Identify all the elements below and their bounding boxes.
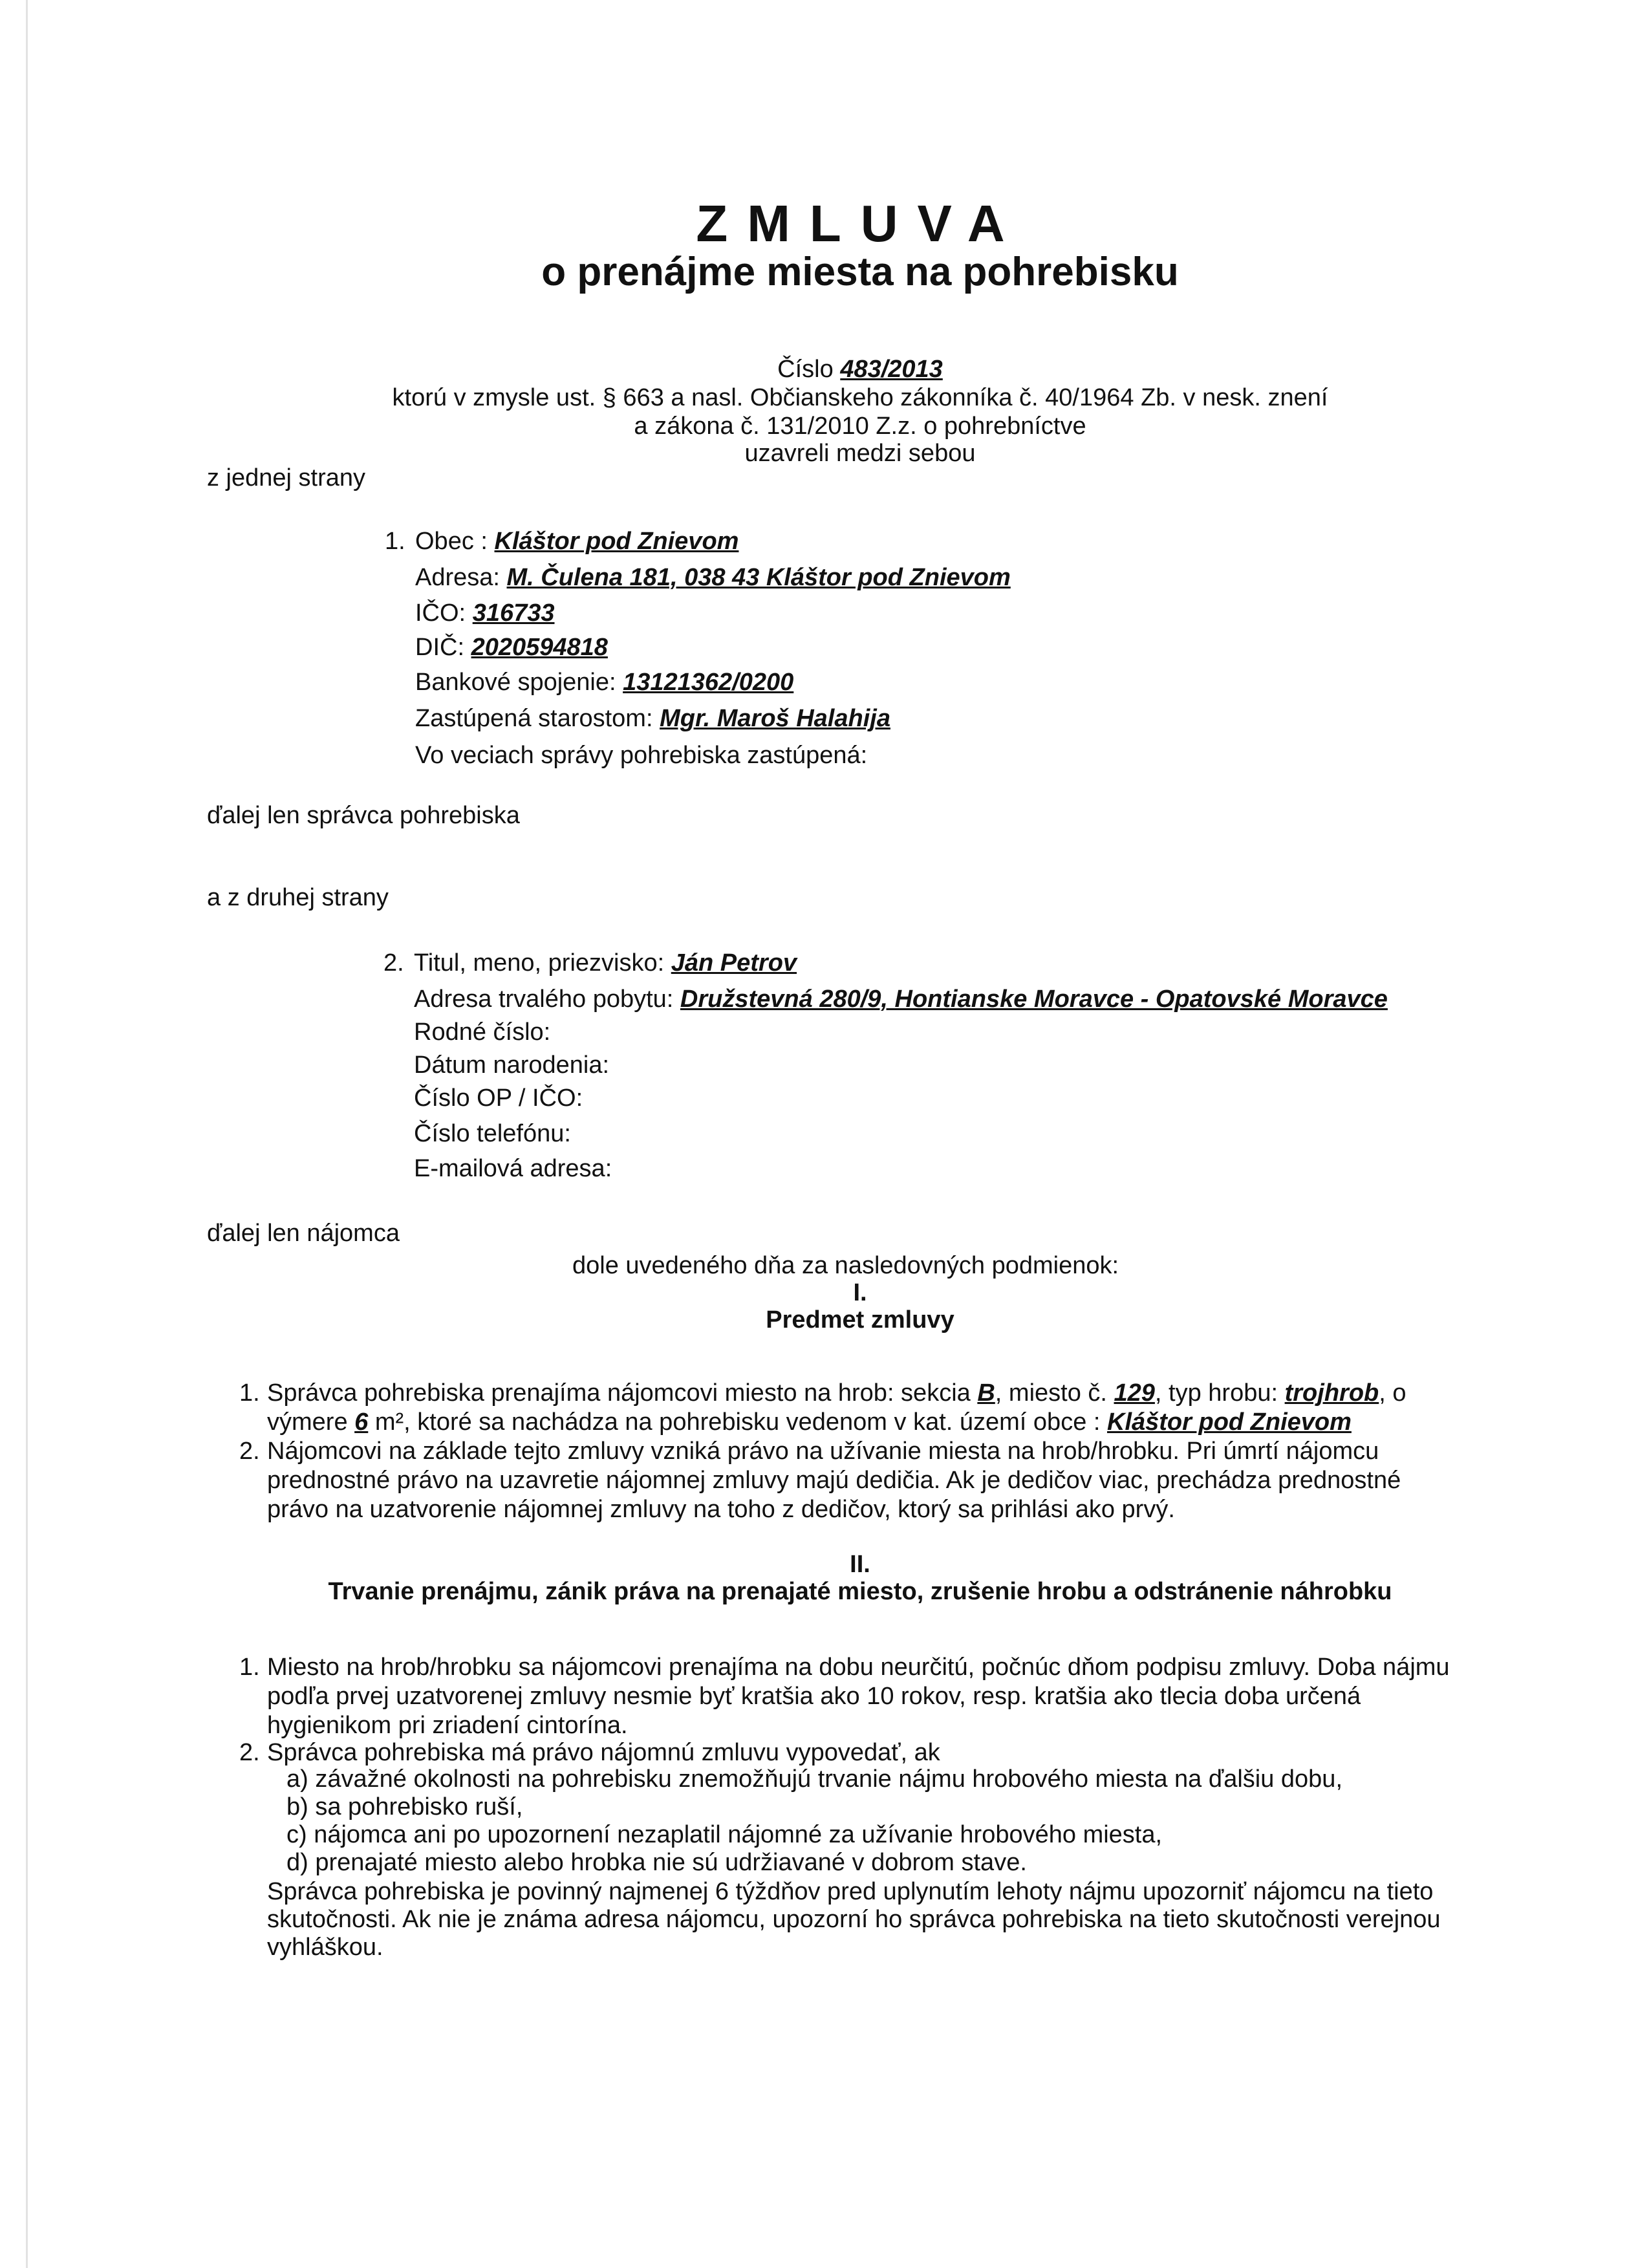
section2-item1-line1: Miesto na hrob/hrobku sa nájomcovi prenajíma na dobu neurčitú, počnúc dňom podpisu zmluvy. Doba nájmu [267, 1654, 1450, 1681]
field-value: 316733 [472, 599, 555, 627]
document-title: ZMLUVA [696, 195, 1024, 252]
party2-field-meno [414, 948, 797, 978]
section2-closing-line2: skutočnosti. Ak nie je známa adresa nájomcu, upozorní ho správca pohrebiska na tieto skutočnosti verejnou [267, 1906, 1441, 1933]
field-label: Rodné číslo: [414, 1019, 551, 1046]
section2-item1-line3: hygienikom pri zriadení cintorína. [267, 1712, 628, 1739]
party2-field-op [414, 1083, 583, 1113]
field-value: M. Čulena 181, 038 43 Kláštor pod Znievom [506, 564, 1011, 591]
field-label: Dátum narodenia: [414, 1052, 610, 1079]
party1-field-dic [415, 632, 608, 662]
section2-item1-number: 1. [239, 1654, 260, 1681]
typ-hrobu-value: trojhrob [1284, 1379, 1379, 1407]
section1-item2-line2: prednostné právo na uzavretie nájomnej zmluvy majú dedičia. Ak je dedičov viac, prechádza prednostné [267, 1467, 1401, 1494]
field-value: Ján Petrov [671, 949, 797, 977]
section2-closing-line1: Správca pohrebiska je povinný najmenej 6 týždňov pred uplynutím lehoty nájmu upozorniť nájomcu na tieto [267, 1878, 1434, 1905]
field-label: Číslo telefónu: [414, 1120, 571, 1147]
scan-edge-line [26, 0, 28, 2268]
field-label: Číslo OP / IČO: [414, 1085, 583, 1112]
section2-item2-line: Správca pohrebiska má právo nájomnú zmluvu vypovedať, ak [267, 1739, 940, 1766]
section2-subitem-a: a) závažné okolnosti na pohrebisku znemožňujú trvanie nájmu hrobového miesta na ďalšiu dobu, [286, 1766, 1342, 1793]
field-label: Titul, meno, priezvisko: [414, 949, 665, 977]
contract-number-value: 483/2013 [840, 356, 943, 383]
miesto-value: 129 [1114, 1379, 1155, 1407]
text-span: výmere [267, 1409, 348, 1436]
text-span: , miesto č. [995, 1379, 1107, 1407]
party1-field-ico [415, 598, 555, 628]
party2-field-telefon [414, 1119, 571, 1149]
field-value: 2020594818 [471, 634, 608, 661]
party1-field-sprava [415, 740, 867, 770]
party2-number: 2. [383, 949, 404, 977]
vymera-value: 6 [354, 1409, 369, 1436]
party2-field-datum [414, 1050, 609, 1080]
section1-item1-line1 [267, 1379, 1406, 1408]
section1-item2-number: 2. [239, 1438, 260, 1465]
field-value: Mgr. Maroš Halahija [660, 705, 890, 732]
field-label: DIČ: [415, 634, 464, 661]
field-label: Obec : [415, 528, 488, 555]
section1-item2-line3: právo na uzatvorenie nájomnej zmluvy na toho z dedičov, ktorý sa prihlási ako prvý. [267, 1496, 1175, 1523]
document-subtitle: o prenájme miesta na pohrebisku [541, 250, 1179, 294]
section2-closing-line3: vyhláškou. [267, 1934, 383, 1961]
section1-numeral: I. [853, 1279, 867, 1306]
contract-number-label: Číslo [777, 356, 834, 383]
field-label: Zastúpená starostom: [415, 705, 653, 732]
party1-field-obec [415, 526, 738, 556]
section2-subitem-c: c) nájomca ani po upozornení nezaplatil nájomné za užívanie hrobového miesta, [286, 1821, 1163, 1848]
party2-field-adresa [414, 984, 1388, 1014]
conditions-intro: dole uvedeného dňa za nasledovných podmienok: [572, 1252, 1119, 1279]
text-span: , typ hrobu: [1154, 1379, 1278, 1407]
section2-item1-line2: podľa prvej uzatvorenej zmluvy nesmie byť kratšia ako 10 rokov, resp. kratšia ako tlecia doba určená [267, 1683, 1361, 1710]
field-label: IČO: [415, 599, 466, 627]
field-value: 13121362/0200 [623, 669, 794, 696]
section1-item1-number: 1. [239, 1379, 260, 1407]
field-label: Adresa trvalého pobytu: [414, 986, 674, 1013]
party2-intro: a z druhej strany [207, 884, 389, 911]
field-label: E-mailová adresa: [414, 1155, 612, 1182]
section1-item2-line1: Nájomcovi na základe tejto zmluvy vzniká právo na užívanie miesta na hrob/hrobku. Pri úmrtí nájomcu [267, 1438, 1379, 1465]
text-span: m², ktoré sa nachádza na pohrebisku vedenom v kat. území obce : [374, 1409, 1101, 1436]
law-reference-line1: ktorú v zmysle ust. § 663 a nasl. Občianskeho zákonníka č. 40/1964 Zb. v nesk. znení [392, 384, 1328, 411]
section1-item1-line2 [267, 1408, 1352, 1437]
section2-subitem-b: b) sa pohrebisko ruší, [286, 1793, 523, 1820]
party1-field-starosta [415, 704, 890, 733]
section2-numeral: II. [850, 1551, 870, 1578]
field-value: Družstevná 280/9, Hontianske Moravce - Opatovské Moravce [680, 986, 1388, 1013]
party1-field-bank [415, 667, 793, 697]
section2-title: Trvanie prenájmu, zánik práva na prenajaté miesto, zrušenie hrobu a odstránenie náhrobku [328, 1578, 1392, 1605]
section1-title: Predmet zmluvy [766, 1306, 954, 1334]
law-reference-line3: uzavreli medzi sebou [744, 440, 976, 467]
party1-outro: ďalej len správca pohrebiska [207, 802, 520, 829]
party2-field-rodne-cislo [414, 1017, 550, 1047]
party2-outro: ďalej len nájomca [207, 1220, 400, 1247]
party2-field-email [414, 1154, 612, 1183]
field-label: Vo veciach správy pohrebiska zastúpená: [415, 742, 868, 769]
field-value: Kláštor pod Znievom [494, 528, 739, 555]
obec-value: Kláštor pod Znievom [1107, 1409, 1352, 1436]
law-reference-line2: a zákona č. 131/2010 Z.z. o pohrebníctve [634, 413, 1086, 440]
party1-intro: z jednej strany [207, 464, 366, 491]
contract-number-line [0, 354, 1649, 384]
text-span: , o [1379, 1379, 1406, 1407]
text-span: Správca pohrebiska prenajíma nájomcovi miesto na hrob: sekcia [267, 1379, 971, 1407]
party1-field-adresa [415, 563, 1011, 592]
sekcia-value: B [977, 1379, 995, 1407]
field-label: Bankové spojenie: [415, 669, 616, 696]
section2-subitem-d: d) prenajaté miesto alebo hrobka nie sú udržiavané v dobrom stave. [286, 1849, 1027, 1876]
party1-number: 1. [385, 528, 405, 555]
section2-item2-number: 2. [239, 1739, 260, 1766]
field-label: Adresa: [415, 564, 500, 591]
